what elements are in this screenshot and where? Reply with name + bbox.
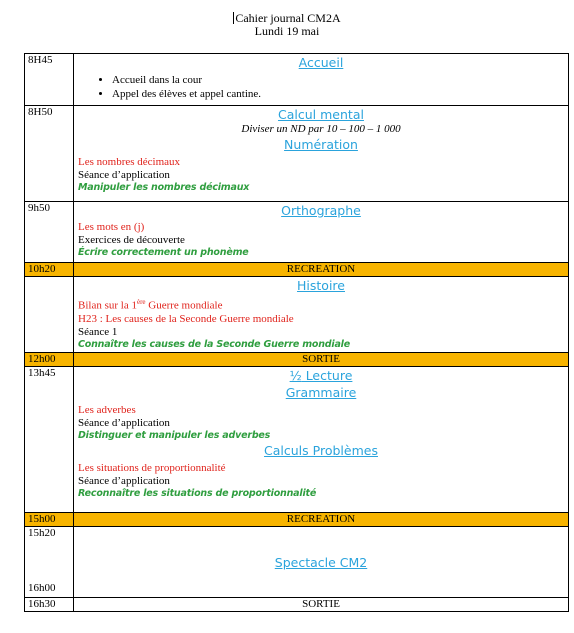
row-calcul-numeration xyxy=(25,106,569,202)
subject-orthographe: Orthographe xyxy=(281,203,361,218)
time-cell: 8H45 xyxy=(25,54,74,106)
document-date: Lundi 19 mai xyxy=(254,24,320,38)
time-cell: 10h20 xyxy=(25,263,74,277)
subject-calculs-problemes: Calculs Problèmes xyxy=(264,443,378,458)
time-cell: 16h30 xyxy=(25,598,74,612)
time-start: 15h20 xyxy=(28,527,56,539)
subject-lecture xyxy=(78,367,564,384)
topic-text-2: H23 : Les causes de la Seconde Guerre mondiale xyxy=(78,312,294,325)
title-text: Cahier journal CM2A xyxy=(235,11,341,25)
row-sortie-1 xyxy=(25,353,569,367)
row-spectacle xyxy=(25,527,569,598)
objective-text: Manipuler les nombres décimaux xyxy=(78,182,250,193)
objective-text: Distinguer et manipuler les adverbes xyxy=(78,430,271,441)
end-label: SORTIE xyxy=(74,598,569,612)
row-histoire xyxy=(25,277,569,353)
time-end: 16h00 xyxy=(28,582,56,594)
topic-part: Bilan sur la 1 xyxy=(78,299,137,312)
time-cell: 13h45 xyxy=(25,367,74,513)
subject-histoire: Histoire xyxy=(297,278,345,293)
content-cell xyxy=(74,367,569,513)
subject-calcul-mental: Calcul mental xyxy=(278,107,364,122)
superscript: ère xyxy=(136,298,146,306)
time-cell: 9h50 xyxy=(25,202,74,263)
row-accueil xyxy=(25,54,569,106)
content-cell xyxy=(74,202,569,263)
objective-text-2: Reconnaître les situations de proportionnalité xyxy=(78,488,317,499)
time-cell: 12h00 xyxy=(25,353,74,367)
topic-text xyxy=(78,296,564,313)
fraction-text: ½ xyxy=(289,368,302,383)
break-label: RECREATION xyxy=(74,513,569,527)
lecture-text: Lecture xyxy=(301,368,353,383)
row-recreation-2 xyxy=(25,513,569,527)
row-orthographe xyxy=(25,202,569,263)
objective-text: Écrire correctement un phonème xyxy=(78,247,249,258)
list-item: • Accueil dans la cour xyxy=(112,73,564,87)
accueil-list xyxy=(78,73,564,101)
topic-text: Les adverbes xyxy=(78,404,136,416)
content-cell xyxy=(74,54,569,106)
session-text: Séance d’application xyxy=(78,169,170,181)
list-item: • Appel des élèves et appel cantine. xyxy=(112,87,564,101)
time-cell: 15h00 xyxy=(25,513,74,527)
row-afternoon xyxy=(25,367,569,513)
content-cell xyxy=(74,106,569,202)
topic-text: Les mots en (j) xyxy=(78,221,145,233)
time-cell xyxy=(25,277,74,353)
session-text-2: Séance d’application xyxy=(78,475,170,487)
time-cell: 8H50 xyxy=(25,106,74,202)
break-label: RECREATION xyxy=(74,263,569,277)
content-cell xyxy=(74,277,569,353)
row-sortie-2 xyxy=(25,598,569,612)
subject-grammaire: Grammaire xyxy=(285,385,357,400)
break-label: SORTIE xyxy=(74,353,569,367)
objective-text: Connaître les causes de la Seconde Guerre mondiale xyxy=(78,338,350,350)
session-text: Séance 1 xyxy=(78,325,118,338)
topic-text-2: Les situations de proportionnalité xyxy=(78,462,226,474)
topic-text: Les nombres décimaux xyxy=(78,156,181,168)
subject-accueil: Accueil xyxy=(298,55,344,70)
session-text: Séance d’application xyxy=(78,417,170,429)
journal-table xyxy=(24,53,569,612)
topic-part: Guerre mondiale xyxy=(145,299,223,312)
subject-spectacle: Spectacle CM2 xyxy=(274,554,368,570)
instruction-text: Diviser un ND par 10 – 100 – 1 000 xyxy=(241,123,401,135)
subject-numeration: Numération xyxy=(284,137,358,152)
time-cell xyxy=(25,527,74,598)
content-cell xyxy=(74,527,569,598)
session-text: Exercices de découverte xyxy=(78,234,185,246)
row-recreation-1 xyxy=(25,263,569,277)
